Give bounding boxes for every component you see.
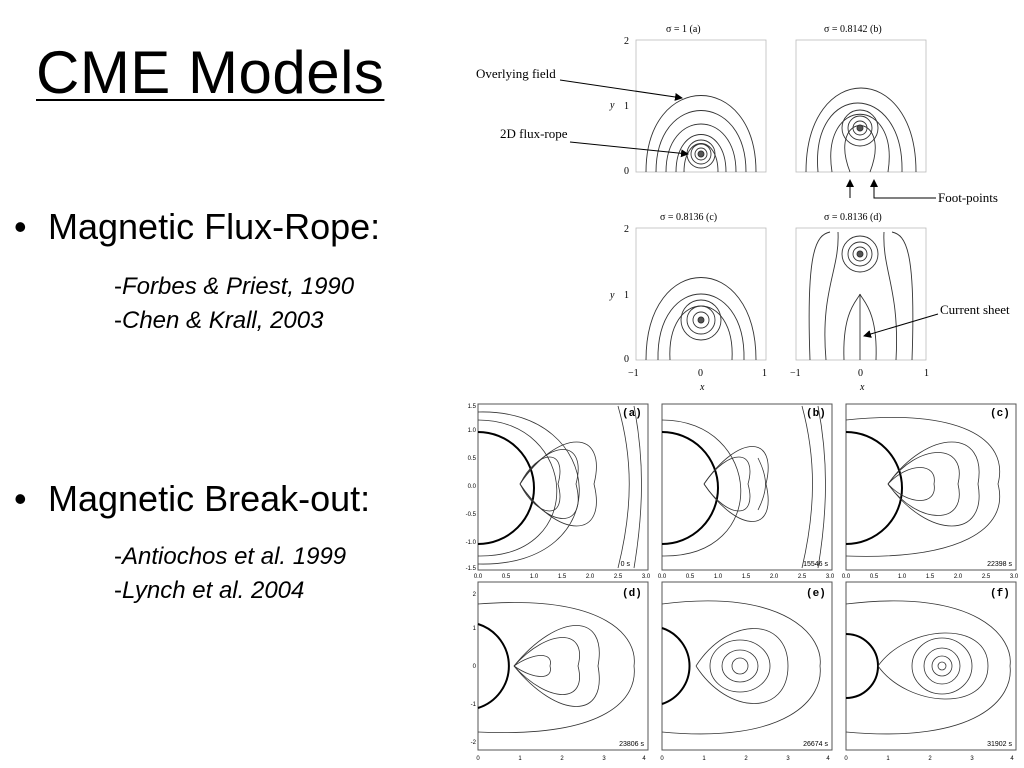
x-tick: 2 [928, 756, 932, 762]
break-out-references [114, 540, 346, 608]
reference-item [114, 270, 354, 304]
x-tick: 0 [844, 756, 848, 762]
y-tick: 0 [624, 166, 629, 177]
y-tick: 0 [472, 664, 476, 670]
reference-item [114, 304, 354, 338]
panel-d-label: σ = 0.8136 (d) [824, 212, 882, 223]
x-tick: 1 [762, 368, 767, 379]
x-tick: 1.0 [897, 574, 907, 580]
panel-letter: (f) [990, 588, 1010, 600]
panel-letter: (a) [622, 408, 642, 420]
panel-time: 26674 s [803, 741, 828, 748]
x-tick: 2 [744, 756, 748, 762]
x-tick: 1.0 [529, 574, 539, 580]
panel-f-frame [846, 582, 1016, 750]
ref-text: Antiochos et al. 1999 [122, 543, 347, 570]
y-tick: 1 [472, 626, 476, 632]
panel-c-label: σ = 0.8136 (c) [660, 212, 718, 223]
x-tick: 2.0 [585, 574, 595, 580]
breakout-figure [458, 398, 1024, 764]
x-tick: 2.5 [613, 574, 623, 580]
ref-dash: - [114, 543, 122, 570]
x-tick: 1.5 [557, 574, 567, 580]
x-tick: 1.5 [741, 574, 751, 580]
y-tick: 0.5 [467, 456, 476, 462]
panel-a-frame [478, 404, 648, 570]
x-tick: −1 [628, 368, 639, 379]
y-tick: 1 [624, 290, 629, 301]
ref-dash: - [114, 307, 122, 334]
x-tick: 0.5 [501, 574, 511, 580]
x-tick: 2.0 [769, 574, 779, 580]
annotation-current-sheet: Current sheet [940, 302, 1010, 317]
x-tick: 1 [702, 756, 706, 762]
bottom-x-ticks [476, 756, 1014, 762]
panel-time: 0 s [620, 561, 630, 568]
y-tick: 2 [624, 224, 629, 235]
panel-time: 22398 s [987, 561, 1012, 568]
panel-b-field-lines [806, 88, 916, 172]
x-tick: 0.5 [685, 574, 695, 580]
panel-a-field-lines [646, 96, 756, 173]
ref-text: Lynch et al. 2004 [122, 577, 305, 604]
x-tick: 3 [786, 756, 790, 762]
annotation-foot-points: Foot-points [938, 190, 998, 205]
y-tick: 1.5 [467, 404, 476, 410]
x-tick: 0 [660, 756, 664, 762]
y-axis-label: y [610, 290, 615, 301]
x-tick: 1.5 [925, 574, 935, 580]
y-tick: -2 [470, 740, 476, 746]
y-tick: 1.0 [467, 428, 476, 434]
reference-item [114, 540, 346, 574]
top-x-ticks [474, 574, 1019, 580]
x-tick: 3.0 [825, 574, 835, 580]
x-tick: 2.5 [797, 574, 807, 580]
x-tick: 4 [642, 756, 646, 762]
bullet-flux-rope [14, 206, 380, 248]
y-tick: 0 [624, 354, 629, 365]
panel-b-frame [796, 40, 926, 172]
x-tick: 1 [886, 756, 890, 762]
x-tick: 0.0 [473, 574, 483, 580]
panel-a-label: σ = 1 (a) [666, 24, 701, 35]
x-tick: 1 [518, 756, 522, 762]
panel-time: 15546 s [803, 561, 828, 568]
panel-letter: (b) [806, 408, 826, 420]
x-tick: 3 [970, 756, 974, 762]
panel-d-field-lines [809, 232, 913, 360]
y-tick: 2 [624, 36, 629, 47]
y-tick: -0.5 [465, 512, 476, 518]
y-tick: -1.5 [465, 566, 476, 572]
x-tick: 0.0 [657, 574, 667, 580]
annotation-overlying-field: Overlying field [476, 66, 556, 81]
x-axis-label: x [700, 382, 705, 393]
x-tick: 3.0 [1009, 574, 1019, 580]
y-axis-label: y [610, 100, 615, 111]
x-tick: 2.5 [981, 574, 991, 580]
panel-time: 31902 s [987, 741, 1012, 748]
ref-dash: - [114, 273, 122, 300]
x-tick: 0.5 [869, 574, 879, 580]
x-tick: −1 [790, 368, 801, 379]
y-tick: 0.0 [467, 484, 476, 490]
arrow-foot-points [874, 180, 936, 198]
slide-title: CME Models [36, 39, 385, 106]
y-tick: -1 [470, 702, 476, 708]
reference-item [114, 574, 346, 608]
x-tick: 3 [602, 756, 606, 762]
bullet-label: Magnetic Break-out: [48, 478, 371, 519]
panel-time: 23806 s [619, 741, 644, 748]
y-tick: -1.0 [465, 540, 476, 546]
y-tick: 1 [624, 101, 629, 112]
x-tick: 1 [924, 368, 929, 379]
bottom-y-ticks [471, 592, 477, 746]
ref-text: Chen & Krall, 2003 [122, 307, 324, 334]
panel-letter: (c) [990, 408, 1010, 420]
x-tick: 2 [560, 756, 564, 762]
flux-rope-references [114, 270, 354, 338]
panel-letter: (e) [806, 588, 826, 600]
bullet-label: Magnetic Flux-Rope: [48, 206, 381, 247]
x-tick: 0 [698, 368, 703, 379]
x-tick: 2.0 [953, 574, 963, 580]
x-tick: 3.0 [641, 574, 651, 580]
arrow-current-sheet [864, 314, 938, 336]
x-axis-label: x [860, 382, 865, 393]
bullet-break-out [14, 478, 370, 520]
top-y-ticks [466, 404, 477, 572]
arrow-overlying [560, 80, 682, 98]
ref-dash: - [114, 577, 122, 604]
y-tick: 2 [472, 592, 476, 598]
x-tick: 0 [476, 756, 480, 762]
panel-d-frame [478, 582, 648, 750]
x-tick: 4 [826, 756, 830, 762]
x-tick: 1.0 [713, 574, 723, 580]
x-tick: 4 [1010, 756, 1014, 762]
panel-b-label: σ = 0.8142 (b) [824, 24, 882, 35]
panel-c-frame [846, 404, 1016, 570]
bullet-marker: • [14, 206, 27, 247]
panel-letter: (d) [622, 588, 642, 600]
panel-c-field-lines [646, 278, 756, 361]
annotation-2d-flux-rope: 2D flux-rope [500, 126, 568, 141]
bullet-marker: • [14, 478, 27, 519]
x-tick: 0.0 [841, 574, 851, 580]
flux-rope-figure [460, 10, 1024, 402]
x-tick: 0 [858, 368, 863, 379]
panel-e-frame [662, 582, 832, 750]
ref-text: Forbes & Priest, 1990 [122, 273, 355, 300]
